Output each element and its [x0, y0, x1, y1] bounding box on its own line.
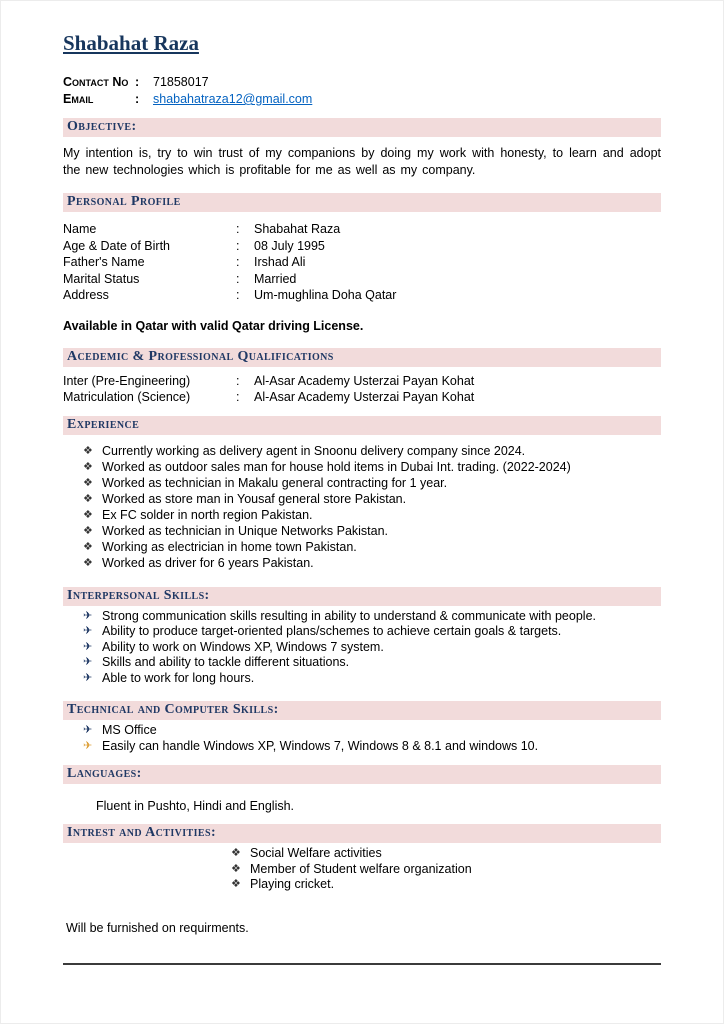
profile-label: Age & Date of Birth	[63, 238, 171, 253]
list-item	[83, 655, 661, 671]
list-item	[83, 671, 661, 687]
list-item	[83, 609, 661, 625]
plane-bullet-icon: ✈	[83, 625, 93, 637]
plane-bullet-icon: ✈	[83, 640, 93, 653]
profile-row-name	[63, 221, 661, 238]
plane-bullet-icon: ✈	[83, 656, 93, 668]
profile-value: Shabahat Raza	[254, 222, 341, 236]
list-item	[231, 846, 661, 862]
section-header-personal-profile	[63, 193, 661, 212]
profile-label: Name	[63, 222, 97, 236]
qualification-row-inter	[63, 373, 661, 390]
profile-row-father	[63, 254, 661, 271]
list-item	[83, 443, 661, 459]
profile-row-marital	[63, 271, 661, 288]
languages-text: Fluent in Pushto, Hindi and English.	[96, 799, 295, 813]
qualification-label: Matriculation (Science)	[63, 390, 191, 404]
list-item	[83, 624, 661, 640]
section-header-technical-skills-label: Technical and Computer Skills:	[67, 702, 279, 717]
qualification-colon: :	[236, 390, 240, 404]
interpersonal-item-text: Strong communication skills resulting in ability to understand & communicate with people.	[102, 608, 596, 623]
diamond-bullet-icon: ❖	[83, 524, 93, 537]
list-item	[83, 555, 661, 571]
activities-list	[211, 846, 661, 893]
section-header-activities-label: Intrest and Activities:	[67, 825, 217, 840]
qualifications-table	[63, 373, 661, 406]
footer-divider	[63, 963, 661, 965]
diamond-bullet-icon: ❖	[83, 540, 93, 553]
experience-item-text: Worked as outdoor sales man for house hold items in Dubai Int. trading. (2022-2024)	[102, 459, 571, 474]
section-header-interpersonal-skills	[63, 587, 661, 606]
email-colon: :	[135, 92, 140, 106]
contact-number-row	[63, 74, 661, 91]
email-label: Email	[63, 92, 94, 106]
experience-item-text: Worked as technician in Unique Networks Pakistan.	[102, 523, 389, 538]
plane-bullet-icon: ✈	[83, 609, 93, 622]
profile-label: Marital Status	[63, 271, 140, 286]
diamond-bullet-icon: ❖	[83, 492, 93, 505]
interpersonal-skills-list	[63, 609, 661, 687]
profile-colon: :	[236, 288, 240, 302]
section-header-objective	[63, 118, 661, 137]
experience-list	[63, 443, 661, 571]
diamond-bullet-icon: ❖	[83, 460, 93, 473]
section-header-objective-label: Objective:	[67, 119, 137, 134]
section-header-languages	[63, 765, 661, 784]
experience-item-text: Ex FC solder in north region Pakistan.	[102, 507, 313, 522]
profile-colon: :	[236, 238, 240, 253]
profile-label: Father's Name	[63, 255, 145, 269]
plane-bullet-icon: ✈	[83, 671, 93, 684]
profile-colon: :	[236, 271, 240, 286]
list-item	[231, 877, 661, 893]
diamond-bullet-icon: ❖	[231, 878, 241, 890]
section-header-personal-profile-label: Personal Profile	[67, 194, 181, 209]
email-link[interactable]: shabahatraza12@gmail.com	[153, 92, 313, 106]
qualification-value: Al-Asar Academy Usterzai Payan Kohat	[254, 373, 475, 388]
profile-label: Address	[63, 288, 109, 302]
contact-number-value: 71858017	[153, 75, 209, 89]
list-item	[83, 739, 661, 755]
experience-item-text: Working as electrician in home town Pakistan.	[102, 539, 357, 554]
qualification-label: Inter (Pre-Engineering)	[63, 373, 191, 388]
objective-text: My intention is, try to win trust of my companions by doing my work with honesty, to learn and adopt the new technologies which is profitable for me as well as my company.	[63, 146, 661, 177]
profile-value: 08 July 1995	[254, 238, 325, 253]
personal-profile-table	[63, 221, 661, 304]
profile-value: Irshad Ali	[254, 255, 306, 269]
qualification-colon: :	[236, 373, 240, 388]
experience-item-text: Worked as driver for 6 years Pakistan.	[102, 555, 314, 570]
technical-item-text: Easily can handle Windows XP, Windows 7, Windows 8 & 8.1 and windows 10.	[102, 738, 539, 753]
list-item	[83, 459, 661, 475]
list-item	[83, 640, 661, 656]
availability-note: Available in Qatar with valid Qatar driving License.	[63, 318, 364, 333]
contact-number-label: Contact No	[63, 75, 129, 89]
qualification-value: Al-Asar Academy Usterzai Payan Kohat	[254, 390, 475, 404]
activity-item-text: Social Welfare activities	[250, 846, 382, 860]
diamond-bullet-icon: ❖	[83, 508, 93, 521]
list-item	[83, 539, 661, 555]
interpersonal-item-text: Ability to produce target-oriented plans/schemes to achieve certain goals & targets.	[102, 624, 562, 638]
experience-item-text: Currently working as delivery agent in Snoonu delivery company since 2024.	[102, 443, 526, 458]
technical-skills-list	[63, 723, 661, 754]
list-item	[83, 475, 661, 491]
section-header-experience	[63, 416, 661, 435]
activity-item-text: Member of Student welfare organization	[250, 861, 472, 876]
contact-number-colon: :	[135, 75, 140, 89]
section-header-qualifications	[63, 348, 661, 367]
diamond-bullet-icon: ❖	[231, 847, 241, 859]
interpersonal-item-text: Skills and ability to tackle different situations.	[102, 655, 350, 669]
diamond-bullet-icon: ❖	[83, 444, 93, 457]
references-note: Will be furnished on requirments.	[66, 920, 249, 935]
experience-item-text: Worked as store man in Yousaf general store Pakistan.	[102, 491, 407, 506]
interpersonal-item-text: Ability to work on Windows XP, Windows 7 system.	[102, 639, 384, 654]
profile-row-address	[63, 287, 661, 304]
contact-block	[63, 74, 661, 108]
profile-row-dob	[63, 238, 661, 255]
section-header-technical-skills	[63, 701, 661, 720]
page-title: Shabahat Raza	[63, 31, 199, 55]
section-header-experience-label: Experience	[67, 416, 140, 432]
plane-bullet-icon: ✈	[83, 739, 93, 752]
technical-item-text: MS Office	[102, 723, 157, 737]
plane-bullet-icon: ✈	[83, 724, 93, 736]
profile-value: Um-mughlina Doha Qatar	[254, 288, 397, 302]
list-item	[83, 523, 661, 539]
diamond-bullet-icon: ❖	[231, 862, 241, 875]
list-item	[83, 491, 661, 507]
interpersonal-item-text: Able to work for long hours.	[102, 670, 255, 685]
activity-item-text: Playing cricket.	[250, 877, 335, 891]
section-header-activities	[63, 824, 661, 843]
section-header-qualifications-label: Acedemic & Professional Qualifications	[67, 348, 334, 364]
list-item	[83, 723, 661, 739]
profile-value: Married	[254, 271, 297, 286]
diamond-bullet-icon: ❖	[83, 556, 93, 569]
profile-colon: :	[236, 222, 240, 236]
profile-colon: :	[236, 255, 240, 269]
email-row	[63, 91, 661, 108]
section-header-interpersonal-skills-label: Interpersonal Skills:	[67, 587, 210, 603]
qualification-row-matric	[63, 389, 661, 406]
diamond-bullet-icon: ❖	[83, 476, 93, 489]
section-header-languages-label: Languages:	[67, 766, 142, 781]
list-item	[83, 507, 661, 523]
list-item	[231, 862, 661, 878]
experience-item-text: Worked as technician in Makalu general contracting for 1 year.	[102, 475, 448, 490]
